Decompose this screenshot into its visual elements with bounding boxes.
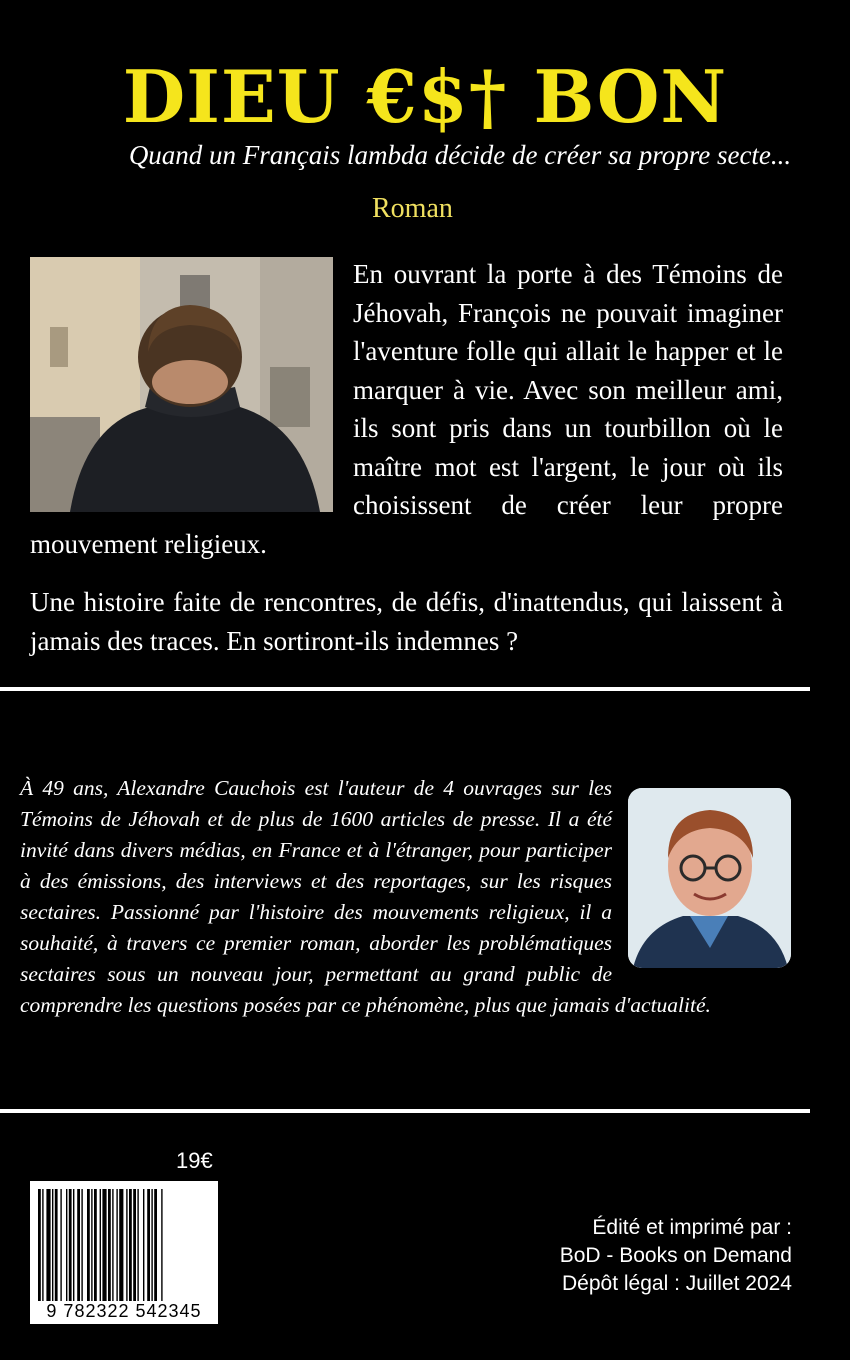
barcode-number: 9 782322 542345 [46, 1301, 202, 1321]
author-photo [628, 788, 791, 968]
author-bio-text: À 49 ans, Alexandre Cauchois est l'auteur de 4 ouvrages sur les Témoins de Jéhovah et de plus de 1600 articles de presse. Il a été invité dans divers médias, en France et à l'étranger, pour participer à des émissions, des interviews et des reportages, sur les risques sectaires. Passionné par l'histoire des mouvements religieux, il a souhaité, à travers ce premier roman, aborder les problématiques sectaires sous un nouveau jour, permettant au grand public de comprendre les questions posées par ce phénomène, plus que jamais d'actualité. [20, 776, 711, 1017]
publisher-info [560, 1214, 792, 1298]
publisher-line-3: Dépôt légal : Juillet 2024 [562, 1272, 792, 1295]
publisher-line-2: BoD - Books on Demand [559, 1244, 792, 1267]
blurb-paragraph-2: Une histoire faite de rencontres, de défis, d'inattendus, qui laissent à jamais des traces. En sortiront-ils indemnes ? [30, 587, 783, 656]
price: 19€ [176, 1148, 213, 1173]
book-title: DIEU €$† BON [122, 54, 728, 139]
blurb-paragraph-1: En ouvrant la porte à des Témoins de Jéhovah, François ne pouvait imaginer l'aventure folle qui allait le happer et le marquer à vie. Avec son meilleur ami, ils sont pris dans un tourbillon où le maître mot est l'argent, le jour où ils choisissent de créer leur propre mouvement religieux. [30, 259, 783, 559]
divider-bottom [0, 1109, 810, 1113]
publisher-line-1: Édité et imprimé par : [592, 1216, 792, 1239]
book-subtitle: Quand un Français lambda décide de créer sa propre secte... [128, 140, 792, 170]
barcode [30, 1181, 218, 1324]
blurb [30, 255, 783, 680]
photo-spacer [30, 255, 353, 515]
book-genre: Roman [372, 193, 453, 224]
divider-top [0, 687, 810, 691]
